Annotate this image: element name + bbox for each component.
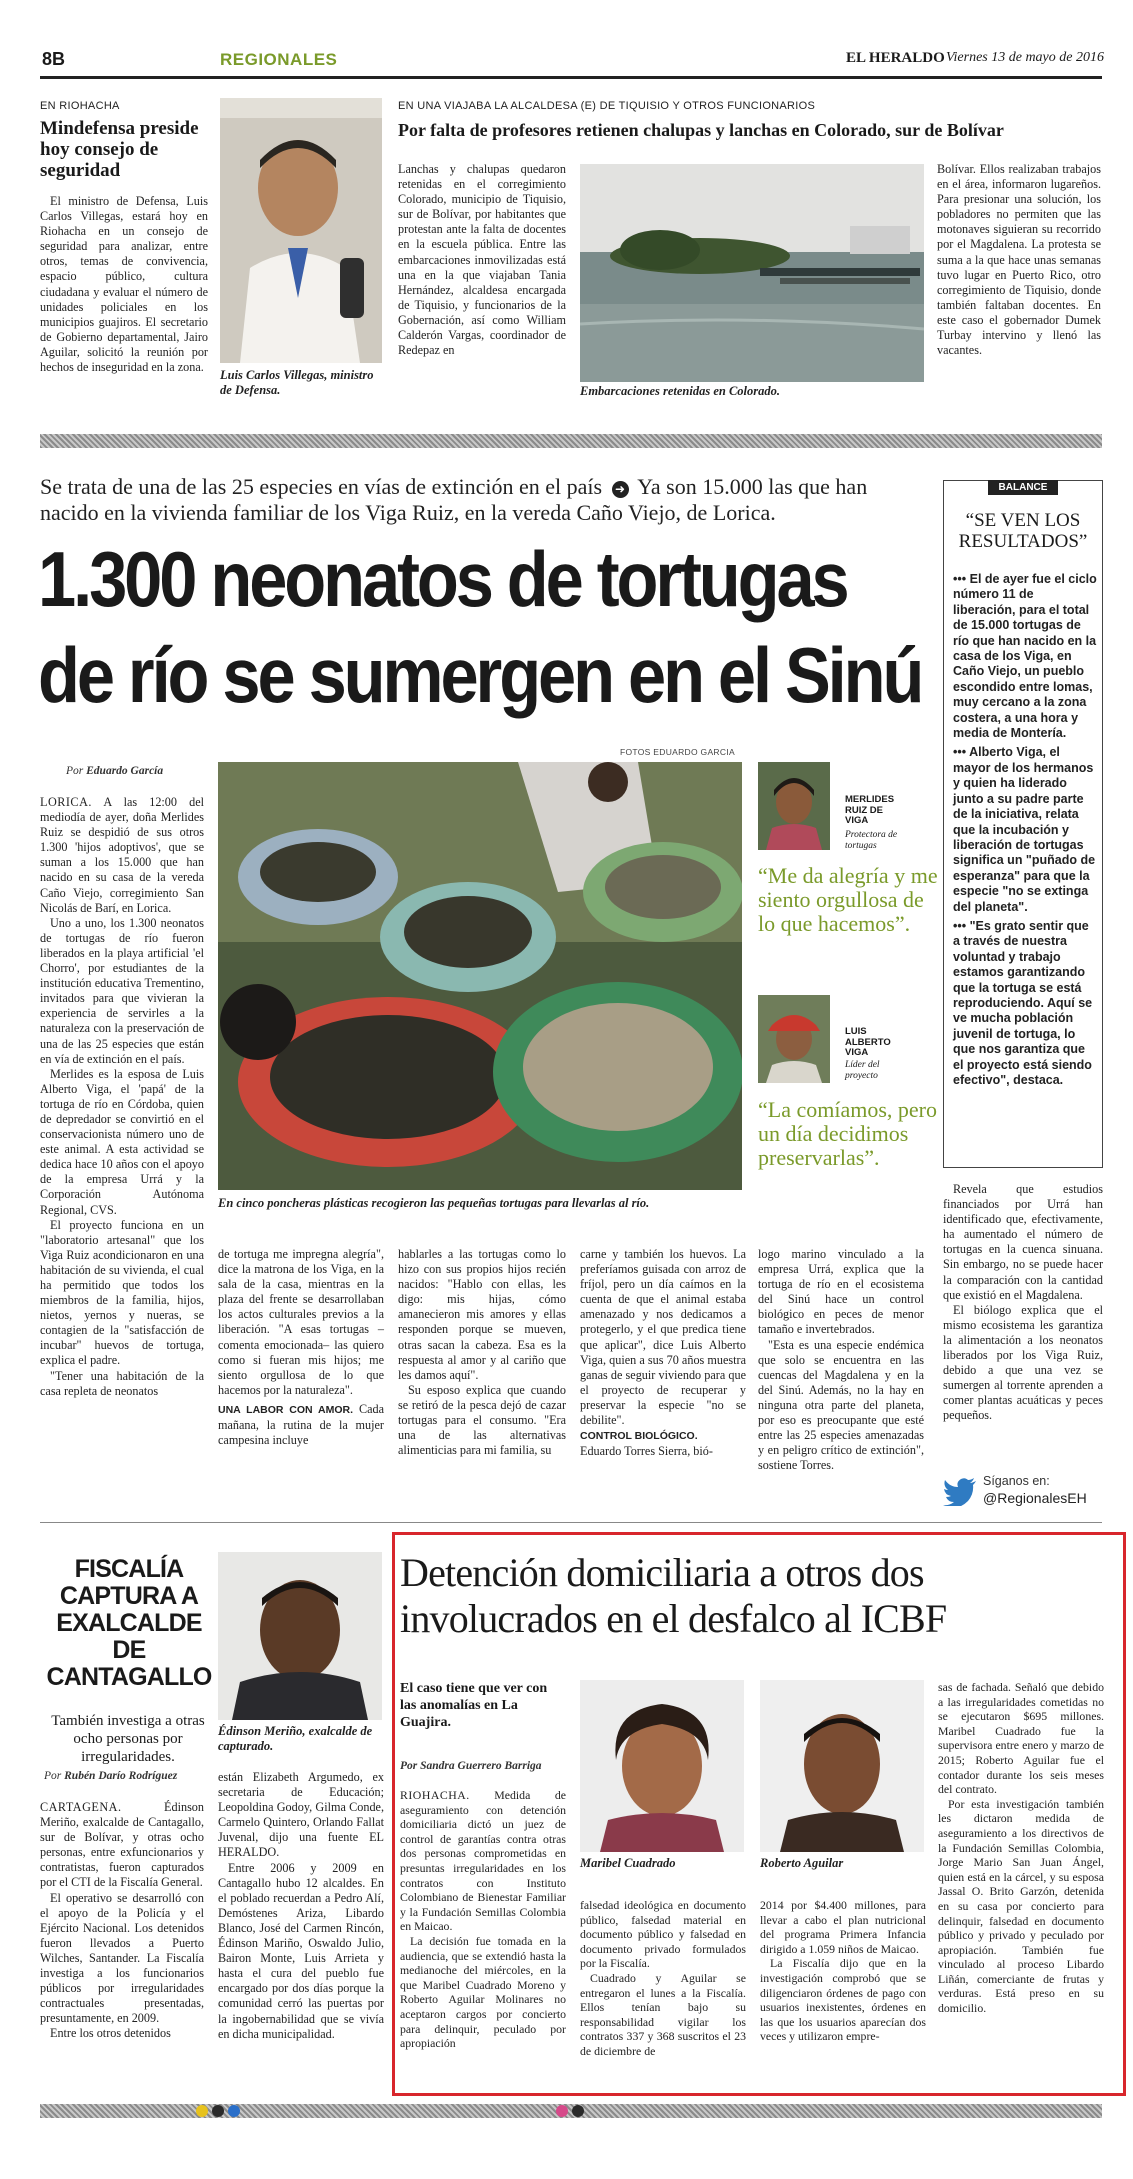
bullet-icon: ••• [953, 745, 970, 760]
roberto-caption: Roberto Aguilar [760, 1856, 844, 1870]
person2-name: LUIS ALBERTO VIGA [845, 1026, 891, 1058]
fiscalia-col2: están Elizabeth Argumedo, ex secretaria de Educación; Leopoldina Godoy, Gilma Conde, Carmelo Quintero, Orlando Fallat Juvenal, dijo una fuente EL HERALDO. Entre 2006 y 2009 en Cantagallo hubo 12 alcaldes. En el poblado recuerdan a Pedro Alí, Demóstenes Ariza, Libardo Blanco, José del Carmen Rincón, Édinson Mariño, Oswaldo Julio, Bairon Monte, Luis Arrieta y hasta el cura del pueblo fue encargado por dos días porque la comunidad cerró las puertas por la ingobernabilidad que se vivía en dicha municipalidad. [218, 1770, 384, 2041]
icbf-byline: Por Sandra Guerrero Barriga [400, 1760, 542, 1772]
turtle-basins-icon [218, 762, 742, 1190]
main-col4: carne y también los huevos. La preferíamos guisada con arroz de fríjol, pero un día caímos en la cuenta de que el animal estaba amenazado y nos dedicamos a protegerlo, y el que predica tiene que aplicar", dice Luis Alberto Viga, quien a sus 70 años muestra ganas de seguir viviendo para que el proyecto de recuperar y preservar la especie "no se debilite". CONTROL BIOLÓGICO. Eduardo Torres Sierra, bió- [580, 1247, 746, 1459]
maribel-portrait-icon [580, 1680, 744, 1852]
bullet-icon: ••• [953, 918, 970, 933]
story1-kicker: EN RIOHACHA [40, 100, 120, 112]
maribel-caption: Maribel Cuadrado [580, 1856, 676, 1870]
icbf-headline: Detención domiciliaria a otros dos involucrados en el desfalco al ICBF [400, 1550, 947, 1641]
balance-body: ••• El de ayer fue el ciclo número 11 de liberación, para el total de 15.000 tortugas de río que han nacido en la casa de los Viga, en Caño Viejo, un pueblo escondido entre lomas, muy cercano a la zona costera, a una hora y media de Montería. ••• Alberto Viga, el mayor de los hermanos y quien ha liderado junto a su padre parte de la iniciativa, relata que la incubación y liberación de tortugas significa un "puñado de esperanza" para que la especie "no se extinga del planeta". ••• "Es grato sentir que a través de nuestra voluntad y trabajo estamos garantizando que la tortuga se está reproduciendo. Aquí se ve mucha población juvenil de tortuga, lo que nos garantiza que el proyecto está siendo efectivo", destaca. [953, 572, 1097, 1087]
arrow-right-icon: ➜ [612, 481, 629, 498]
fiscalia-headline: FISCALÍA CAPTURA A EXALCALDE DE CANTAGALLO [46, 1555, 212, 1691]
person1-name: MERLIDES RUIZ DE VIGA [845, 794, 895, 826]
fiscalia-caption: Édinson Meriño, exalcalde de capturado. [218, 1724, 373, 1753]
main-deck-part2: Ya son 15.000 las que han nacido en la vivienda familiar de los Viga Ruiz, en la vereda Caño Viejo, de Lorica. [40, 474, 868, 525]
main-col3: hablarles a las tortugas como lo hizo con sus propios hijos recién nacidos: "Hablo con ellas, les digo: mis hijas, cómo amanecieron mis amores y ellas responden porque se mueven, otras sacan la cabeza. Esa es la respuesta al amor y al cariño que les damos aquí". Su esposo explica que cuando se retiró de la pesca dejó de cazar tortugas para el consumo. "Era una de las alternativas alimenticias para mi familia, su [398, 1247, 566, 1458]
icbf-col1: RIOHACHA. Medida de aseguramiento con detención domiciliaria dictó un juez de control de garantías contra otras dos personas comprometidas en presuntas irregularidades en los contratos con Instituto Colombiano de Bienestar Familiar y la Fundación Semillas Colombia en Maicao. La decisión fue tomada en la audiencia, que se extendió hasta la medianoche del miércoles, en la que Maribel Cuadrado Moreno y Roberto Aguilar Molinares no aceptaron cargos por concierto para delinquir, peculado por apropiación [400, 1788, 567, 2051]
quote1: “Me da alegría y me siento orgullosa de lo que hacemos”. [758, 863, 938, 936]
story2-kicker: EN UNA VIAJABA LA ALCALDESA (E) DE TIQUISIO Y OTROS FUNCIONARIOS [398, 100, 816, 112]
roberto-photo [760, 1680, 924, 1852]
main-deck [40, 474, 920, 526]
icbf-col4: sas de fachada. Señaló que debido a las irregularidades cometidas no se ejecutaron $695 millones. Maribel Cuadrado fue la supervisora entre enero y marzo de 2015; Roberto Aguilar fue el contador durante los seis meses del contrato. Por esta investigación también les dictaron medida de aseguramiento a los directivos de la Fundación Semillas Colombia, Jorge Mario San Juan Ángel, quien está en la cárcel, y su esposa Jassal O. Brito Garzón, detenida en su casa por concierto para delinquir, falsedad en documento público y privado y peculado por apropiación. También fue vinculado al proceso Libardo Liñán, comerciante de frutas y verduras. Está preso en su domicilio. [938, 1680, 1104, 2016]
person2-role: Líder del proyecto [845, 1060, 880, 1081]
divider-band-top [40, 434, 1102, 448]
section-label: REGIONALES [220, 50, 338, 69]
main-byline: Por Eduardo García [66, 765, 164, 777]
twitter-follow[interactable] [943, 1470, 1103, 1510]
story2-body-left: Lanchas y chalupas quedaron retenidas en el corregimiento Colorado, municipio de Tiquisio, sur de Bolívar, por habitantes que protestan ante la falta de docentes en la escuela pública. Entre las embarcaciones inmovilizadas está una en la que viajaban Tania Hernández, alcaldesa encargada de Tiquisio, y funcionarios de la Gobernación, así como William Calderón Vargas, coordinador de Redepaz en [398, 162, 566, 358]
balance-title: “SE VEN LOS RESULTADOS” [958, 510, 1088, 552]
luis-photo [758, 995, 830, 1083]
fiscalia-col1: CARTAGENA. Édinson Meriño, exalcalde de Cantagallo, sur de Bolívar, y otras ocho personas, entre exfuncionarios y contratistas, fueron capturados por el CTI de la Fiscalía General. El operativo se desarrolló con el apoyo de la Policía y el Ejército Nacional. Los detenidos fueron llevados a Puerto Wilches, Santander. La Fiscalía investiga a los funcionarios públicos por irregularidades contractuales presentadas, presuntamente, en 2009. Entre los otros detenidos [40, 1800, 204, 2041]
twitter-bird-icon [943, 1478, 977, 1506]
main-col6: Revela que estudios financiados por Urrá han identificado que, efectivamente, ha aumentado el número de tortugas en la cuenca sinuana. Sin embargo, no se puede hacer la comparación con la cantidad que existió en el Magdalena. El biólogo explica que el mismo ecosistema les garantiza la alimentación a los neonatos liberados por los Viga Ruiz, debido a que una vez se sumergen al torrente aprenden a comer plantas acuáticas y peces pequeños. [943, 1182, 1103, 1423]
social-handle: @RegionalesEH [983, 1490, 1087, 1506]
paper-name: EL HERALDO [846, 50, 945, 66]
main-photo-caption: En cinco poncheras plásticas recogieron las pequeñas tortugas para llevarlas al río. [218, 1196, 650, 1210]
header-rule [40, 76, 1102, 79]
story2-caption: Embarcaciones retenidas en Colorado. [580, 384, 781, 398]
merlides-photo [758, 762, 830, 850]
photo-credit: FOTOS EDUARDO GARCIA [620, 747, 735, 757]
main-deck-part1: Se trata de una de las 25 especies en vías de extinción en el país [40, 474, 603, 499]
story1-photo [220, 98, 382, 363]
fiscalia-deck: También investiga a otras ocho personas por irregularidades. [51, 1713, 205, 1765]
fiscalia-byline: Por Rubén Darío Rodríguez [44, 1770, 178, 1782]
registration-dot-icon [196, 2105, 208, 2117]
fiscalia-photo [218, 1552, 382, 1720]
edinson-portrait-icon [218, 1552, 382, 1720]
story2-headline: Por falta de profesores retienen chalupas y lanchas en Colorado, sur de Bolívar [398, 120, 1004, 140]
registration-dot-icon [556, 2105, 568, 2117]
icbf-col2: falsedad ideológica en documento público, falsedad material en documento público y falsedad en documento privado formulados por la Fiscalía. Cuadrado y Aguilar se entregaron el lunes a la Fiscalía. Ellos tenían bajo su responsabilidad vigilar los contratos 337 y 368 suscritos el 23 de diciembre de [580, 1898, 746, 2058]
story2-photo [580, 164, 924, 382]
merlides-portrait-icon [758, 762, 830, 850]
registration-marks-right [556, 2104, 616, 2118]
section-rule [40, 1522, 1102, 1523]
maribel-photo [580, 1680, 744, 1852]
story1-headline: Mindefensa preside hoy consejo de seguridad [40, 118, 199, 181]
registration-dot-icon [212, 2105, 224, 2117]
story2-body-right: Bolívar. Ellos realizaban trabajos en el área, informaron lugareños. Para presionar una solución, los pobladores no permiten que las motonaves siguieran su recorrido por el Magdalena. La protesta se suma a la que hace unas semanas tuvo lugar en Puerto Rico, otro corregimiento de Tiquisio, donde también faltaban docentes. En este caso el gobernador Dumek Turbay intervino y llenó las vacantes. [937, 162, 1101, 358]
main-col2: de tortuga me impregna alegría", dice la matrona de los Viga, en la sala de la casa, mientras en la plaza del frente se desarrollaban los actos culturales previos a la liberación. "A esas tortugas –comenta emocionada– las quiero como si fueran mis hijos; me siento orgullosa de lo que hacemos por la naturaleza". UNA LABOR CON AMOR. Cada mañana, la rutina de la mujer campesina incluye [218, 1247, 385, 1448]
person1-role: Protectora de tortugas [845, 830, 898, 851]
icbf-col3: 2014 por $4.400 millones, para llevar a cabo el plan nutricional del programa Primera Infancia dirigido a 1.059 niños de Maicao. La Fiscalía dijo que en la investigación comprobó que se diligenciaron órdenes de pago con usuarios inexistentes, órdenes en las que los usuarios aparecían dos veces y utilizaron empre- [760, 1898, 926, 2044]
roberto-portrait-icon [760, 1680, 924, 1852]
luis-portrait-icon [758, 995, 830, 1083]
page-number: 8B [42, 49, 66, 69]
icbf-deck: El caso tiene que ver con las anomalías en La Guajira. [400, 1681, 548, 1730]
registration-dot-icon [572, 2105, 584, 2117]
main-col1: LORICA. A las 12:00 del mediodía de ayer, doña Merlides Ruiz se despidió de sus otros 1.300 'hijos adoptivos', que se suman a los 15.000 que han nacido en su casa de la vereda Caño Viejo, corregimiento San Nicolás de Barí, en Lorica. Uno a uno, los 1.300 neonatos de tortugas de río fueron liberados en la playa artificial 'el Chorro', por estudiantes de la institución educativa Trementino, invitados para que vivieran la experiencia de servirles a la naturaleza con la preservación de una de las 25 especies que están en vía de extinción en el país. Merlides es la esposa de Luis Alberto Viga, el 'papá' de la tortuga de río en Córdoba, quien de depredador se convirtió en el conservacionista número uno de este animal. A esta actividad se dedica hace 10 años con el apoyo de la empresa Urrá y la Corporación Autónoma Regional, CVS. El proyecto funciona en un "laboratorio artesanal" que los Viga Ruiz acondicionaron en una habitación de su vivienda, el cual ha permitido que todos los miembros de la familia, hijos, nietos, yernos y nueras, se contagien de la "satisfacción de incubar" huevos de tortuga, explica el padre. "Tener una habitación de la casa repleta de neonatos [40, 795, 204, 1398]
story1-body: El ministro de Defensa, Luis Carlos Villegas, estará hoy en Riohacha en un consejo de seguridad para analizar, entre otros, temas de convivencia, espacio público, cultura ciudadana y evaluar el número de unidades policiales en los municipios guajiros. El secretario de Gobierno departamental, Jairo Aguilar, solicitó la reunión por hechos de inseguridad en la zona. [40, 194, 208, 375]
main-photo [218, 762, 742, 1190]
boats-river-icon [580, 164, 924, 382]
registration-dot-icon [228, 2105, 240, 2117]
registration-marks [196, 2104, 256, 2118]
main-headline-line1: 1.300 neonatos de tortugas [38, 535, 847, 623]
balance-label: BALANCE [988, 480, 1058, 495]
issue-date: Viernes 13 de mayo de 2016 [946, 50, 1104, 65]
social-label: Síganos en: [983, 1474, 1050, 1488]
quote2: “La comíamos, pero un día decidimos preservarlas”. [758, 1097, 937, 1170]
story1-caption: Luis Carlos Villegas, ministro de Defensa. [220, 368, 374, 397]
main-col5: logo marino vinculado a la empresa Urrá, explica que la tortuga de río en el ecosistema del Sinú hace un control biológico en peces de menor tamaño e invertebrados. "Esta es una especie endémica que solo se encuentra en las cuencas del Magdalena y en la del Sinú. Además, no la hay en ninguna otra parte del planeta, por eso es preocupante que esté entre las 25 especies amenazadas y en peligro crítico de extinción", sostiene Torres. [758, 1247, 924, 1473]
bullet-icon: ••• [953, 572, 970, 586]
minister-portrait-icon [220, 98, 382, 363]
main-headline-line2: de río se sumergen en el Sinú [38, 631, 922, 719]
